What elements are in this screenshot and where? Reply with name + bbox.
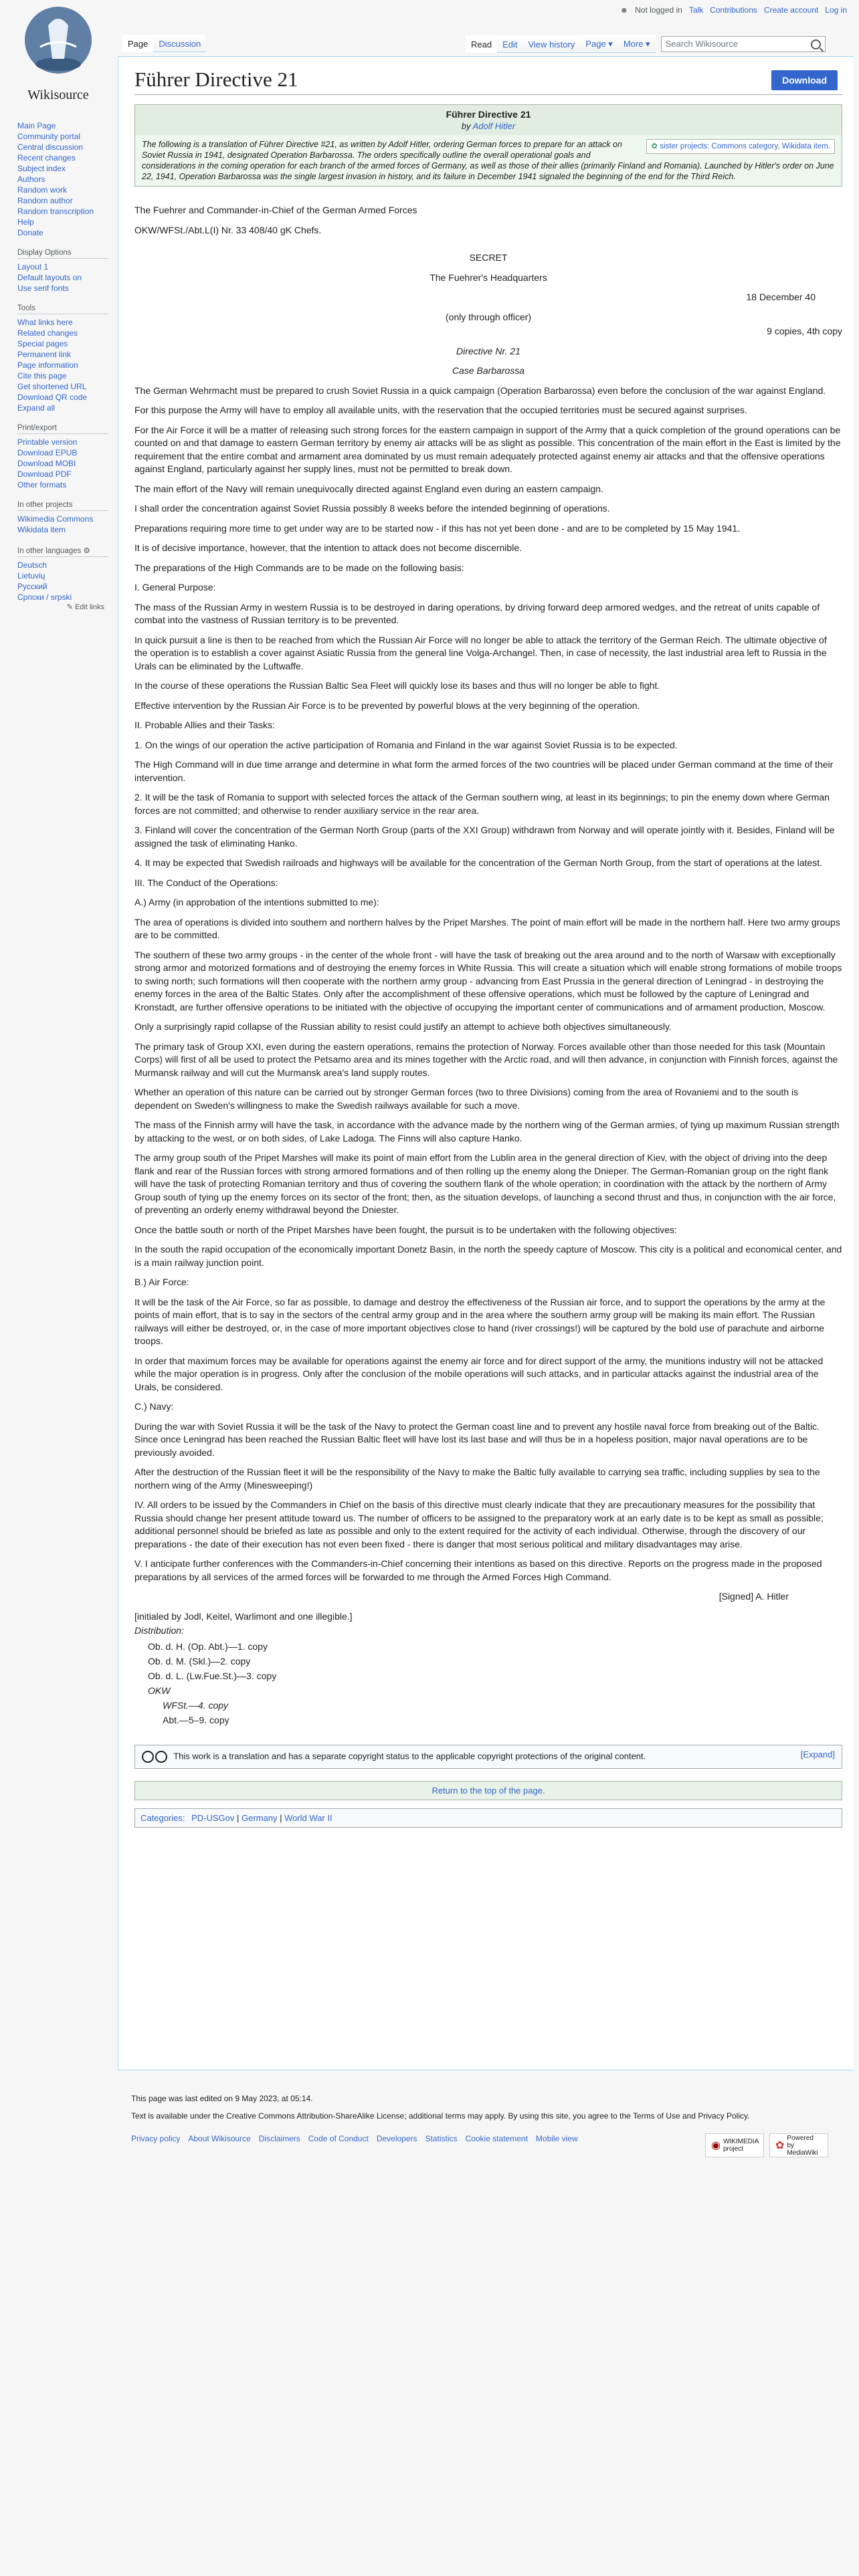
contributions-link[interactable]: Contributions xyxy=(710,5,757,15)
directive-paragraph: After the destruction of the Russian fleet it will be the responsibility of the Navy to make the Baltic fully available to carrying sea traffic, including supplies by sea to the northern wing of the Army (Minesweeping!) xyxy=(134,1467,820,1491)
return-top-bar xyxy=(134,1781,842,1800)
directive-paragraph: B.) Air Force: xyxy=(134,1277,189,1287)
directive-paragraph: The main effort of the Navy will remain unequivocally directed against England even during an eastern campaign. xyxy=(134,483,603,494)
sidebar-item[interactable]: What links here xyxy=(17,318,73,327)
pd-icon xyxy=(155,1751,167,1763)
directive-paragraph: Effective intervention by the Russian Air Force is to be prevented by powerful blows at the very beginning of the operation. xyxy=(134,700,640,711)
directive-paragraph: A.) Army (in approbation of the intentions submitted to me): xyxy=(134,897,379,907)
directive-paragraph: For this purpose the Army will have to employ all available units, with the reservation that the occupied territories must be secured against surprises. xyxy=(134,405,747,415)
okw-heading: OKW xyxy=(148,1685,171,1696)
sidebar-item[interactable]: Authors xyxy=(17,175,45,184)
wikimedia-icon: ◉ xyxy=(711,2140,721,2151)
sidebar-item[interactable]: Download EPUB xyxy=(17,448,78,457)
footer-link[interactable]: Cookie statement xyxy=(465,2134,528,2143)
categories-label[interactable]: Categories: xyxy=(140,1812,185,1823)
sidebar-item[interactable]: Cite this page xyxy=(17,371,67,381)
sidebar-item[interactable]: Recent changes xyxy=(17,153,76,163)
directive-paragraph: Once the battle south or north of the Pripet Marshes have been fought, the pursuit is to be undertaken with the following objectives: xyxy=(134,1224,677,1235)
tab-discussion[interactable]: Discussion xyxy=(153,35,206,52)
header-author-line: by Adolf Hitler xyxy=(135,121,842,135)
directive-paragraph: The German Wehrmacht must be prepared to crush Soviet Russia in a quick campaign (Operation Barbarossa) even before the conclusion of the war against England. xyxy=(134,385,826,396)
author-link[interactable]: Adolf Hitler xyxy=(472,121,516,131)
view-tabs xyxy=(466,35,826,53)
wikisource-logo-icon xyxy=(15,5,102,106)
header-template xyxy=(134,104,842,187)
directive-paragraph: It is of decisive importance, however, that the intention to attack does not become discernible. xyxy=(134,542,522,553)
sidebar-item[interactable]: Русский xyxy=(17,582,47,591)
search-input[interactable] xyxy=(661,36,826,52)
footer-link[interactable]: Code of Conduct xyxy=(308,2134,369,2143)
license-box xyxy=(134,1745,842,1769)
sidebar-item[interactable]: Wikidata item xyxy=(17,525,66,534)
doc-case: Case Barbarossa xyxy=(452,365,525,376)
category-link[interactable]: Germany xyxy=(242,1812,278,1823)
sidebar-item[interactable]: Layout 1 xyxy=(17,262,49,272)
distribution-item: Abt.—5–9. copy xyxy=(163,1714,229,1725)
footer-link[interactable]: Disclaimers xyxy=(258,2134,300,2143)
footer-link[interactable]: Developers xyxy=(376,2134,417,2143)
projects-heading: In other projects xyxy=(17,501,108,511)
sidebar-other-projects xyxy=(17,501,118,535)
sidebar xyxy=(0,120,118,622)
sidebar-item[interactable]: Српски / srpski xyxy=(17,593,72,602)
doc-initialed: [initialed by Jodl, Keitel, Warlimont and one illegible.] xyxy=(134,1610,353,1622)
sidebar-item[interactable]: Help xyxy=(17,217,34,227)
footer-link[interactable]: Mobile view xyxy=(535,2134,578,2143)
directive-paragraph: I. General Purpose: xyxy=(134,582,216,593)
page-title: Führer Directive 21 xyxy=(134,68,842,95)
languages-heading: In other languages ⚙ xyxy=(17,546,108,557)
distribution-item: Ob. d. M. (Skl.)—2. copy xyxy=(148,1655,251,1667)
directive-paragraph: The primary task of Group XXI, even during the eastern operations, remains the protection of Norway. Forces available other than those needed for this task (Mountain Corps) will first of all be used to protect the Petsamo area and its mines together with the Arctic road, and will then advance, in conjunction with Finnish forces, against the Murmansk railway and will cut the Murmansk area's land supply routes. xyxy=(134,1041,838,1078)
personal-tools xyxy=(619,5,847,15)
edit-links[interactable]: ✎ Edit links xyxy=(66,603,104,611)
directive-paragraph: The mass of the Finnish army will have the task, in accordance with the advance made by the northern wing of the German armies, of tying up maximum Russian strength by attacking to the west, or on both sides, of Lake Ladoga. The Finns will also capture Hanko. xyxy=(134,1119,840,1144)
directive-paragraph: It will be the task of the Air Force, so far as possible, to damage and destroy the effectiveness of the Russian air force, and to support the operations by the army at the points of main effort, that is to say in the sectors of the central army group and in the area where the southern army group will be making its main effort. The Russian railways will either be destroyed, or, in the case of more important objectives close to hand (river crossings!) will be captured by the bold use of parachute and airborne troops. xyxy=(134,1296,826,1346)
talk-link[interactable]: Talk xyxy=(688,5,704,15)
distribution-heading: Distribution: xyxy=(134,1625,184,1636)
directive-paragraphs xyxy=(134,385,842,1584)
sidebar-item[interactable]: Use serif fonts xyxy=(17,284,69,293)
expand-link[interactable]: [Expand] xyxy=(800,1749,835,1759)
directive-paragraph: The preparations of the High Commands are to be made on the following basis: xyxy=(134,562,464,573)
footer-link[interactable]: Privacy policy xyxy=(131,2134,181,2143)
sidebar-item[interactable]: Special pages xyxy=(17,339,68,348)
directive-paragraph: Whether an operation of this nature can be carried out by stronger German forces (two to three Divisions) coming from the area of Rovaniemi and to the south is dependent on Sweden's willingness to make the Swedish railways available for such a move. xyxy=(134,1087,799,1111)
sidebar-item[interactable]: Deutsch xyxy=(17,560,47,570)
doc-date: 18 December 40 xyxy=(746,292,816,302)
directive-paragraph: In order that maximum forces may be available for operations against the enemy air force and for direct support of the army, the munitions industry will not be attacked while the major operation is in progress. Only after the conclusion of the mobile operations will such attacks, and in particular attacks against the industrial area of the Urals, be considered. xyxy=(134,1355,824,1392)
directive-paragraph: The High Command will in due time arrange and determine in what form the armed forces of the two countries will be placed under German command at the time of their intervention. xyxy=(134,759,834,783)
wikimedia-badge[interactable]: ◉ WIKIMEDIA project xyxy=(705,2133,764,2157)
cc-icon xyxy=(142,1751,154,1763)
sidebar-item[interactable]: Other formats xyxy=(17,480,67,490)
doc-officer: (only through officer) xyxy=(445,311,532,322)
directive-paragraph: The army group south of the Pripet Marshes will make its point of main effort from the Lublin area in the general direction of Kiev, with the object of driving into the deep flank and rear of the Russian forces with strong armored formations and of then rolling up the enemy along the Dnieper. The German-Romanian group on the right flank will have the task of protecting Romanian territory and thus of covering the southern flank of the whole operation; in coordination with the attack by the northern of Army Group south of tying up the enemy forces on its sector of the front; then, as the situation develops, of launching a second thrust and thus, in conjunction with the air force, of preventing an orderly enemy withdrawal beyond the Dniester. xyxy=(134,1152,836,1215)
directive-paragraph: 3. Finland will cover the concentration of the German North Group (parts of the XXI Group) withdrawn from Norway and will operate jointly with it. Besides, Finland will be assigned the task of eliminating Hanko. xyxy=(134,825,835,849)
directive-paragraph: Preparations requiring more time to get under way are to be started now - if this has not yet been done - and are to be completed by 15 May 1941. xyxy=(134,522,741,534)
sidebar-item[interactable]: Printable version xyxy=(17,437,78,447)
tools-heading: Tools xyxy=(17,304,108,314)
directive-paragraph: 2. It will be the task of Romania to support with selected forces the attack of the German southern wing, at least in its beginnings; to pin the enemy down where German forces are not committed; and otherwise to render auxiliary service in the rear area. xyxy=(134,792,830,816)
sidebar-item[interactable]: Random transcription xyxy=(17,207,94,216)
mediawiki-icon: ✿ xyxy=(775,2140,785,2151)
directive-paragraph: Only a surprisingly rapid collapse of the Russian ability to resist could justify an attempt to achieve both objectives simultaneously. xyxy=(134,1021,672,1032)
directive-paragraph: II. Probable Allies and their Tasks: xyxy=(134,720,275,730)
sidebar-item[interactable]: Wikimedia Commons xyxy=(17,514,94,524)
tab-history[interactable]: View history xyxy=(522,35,580,53)
distribution-item: Ob. d. L. (Lw.Fue.St.)—3. copy xyxy=(148,1670,277,1681)
sidebar-item[interactable]: Download PDF xyxy=(17,469,72,479)
sidebar-item[interactable]: Expand all xyxy=(17,403,56,413)
site-name: Wikisource xyxy=(27,88,89,102)
distribution-item: WFSt.—4. copy xyxy=(163,1699,229,1711)
log-in-link[interactable]: Log in xyxy=(825,5,847,15)
sidebar-item[interactable]: Donate xyxy=(17,228,43,237)
pencil-icon: ✎ xyxy=(66,603,73,611)
doc-from: The Fuehrer and Commander-in-Chief of the German Armed Forces xyxy=(134,205,417,215)
sister-projects-box[interactable]: ✿ sister projects: Commons category, Wikidata item. xyxy=(646,139,835,154)
sidebar-print-export xyxy=(17,424,118,490)
sidebar-item[interactable]: Main Page xyxy=(17,121,56,130)
sidebar-item[interactable]: Download QR code xyxy=(17,393,88,402)
last-edited: This page was last edited on 9 May 2023, at 05:14. xyxy=(131,2094,313,2103)
category-links: Categories: PD-USGov | Germany | World War II xyxy=(134,1808,842,1828)
directive-paragraph: For the Air Force it will be a matter of releasing such strong forces for the eastern campaign in support of the Army that a quick completion of the ground operations can be counted on and that damage to eastern German territory by enemy air attacks will be as slight as possible. This concentration of the main effort in the East is limited by the requirement that the entire combat and armament area dominated by us must remain adequately protected against enemy air attacks and that the offensive operations against England, particularly against her supply lines, must not be permitted to break down. xyxy=(134,424,841,474)
sidebar-item[interactable]: Permanent link xyxy=(17,350,72,359)
search-icon[interactable] xyxy=(811,39,821,49)
directive-paragraph: In quick pursuit a line is then to be reached from which the Russian Air Force will no longer be able to attack the territory of the German Reich. The ultimate objective of the operation is to establish a cover against Asiatic Russia from the general line Volga-Archangel. Then, in case of necessity, the last industrial area left to Russia in the Urals can be eliminated by the Luftwaffe. xyxy=(134,634,827,671)
directive-paragraph: V. I anticipate further conferences with the Commanders-in-Chief concerning their intentions as based on this directive. Reports on the progress made in the proposed preparations by all services of the armed forces will be forwarded to me through the Armed Forces High Command. xyxy=(134,1558,822,1582)
sidebar-navigation xyxy=(17,120,118,238)
license-footer-text: Text is available under the Creative Commons Attribution-ShareAlike License; additional terms may apply. By using this site, you agree to the Terms of Use and Privacy Policy. xyxy=(131,2111,750,2121)
sidebar-item[interactable]: Lietuvių xyxy=(17,571,45,580)
directive-paragraph: C.) Navy: xyxy=(134,1401,174,1412)
directive-paragraph: In the south the rapid occupation of the economically important Donetz Basin, in the north the speedy capture of Moscow. This city is a political and economical center, and is a main railway junction point. xyxy=(134,1244,842,1268)
document-body xyxy=(134,204,842,1727)
tab-page[interactable]: Page xyxy=(122,35,153,52)
mediawiki-badge[interactable]: ✿ Powered by MediaWiki xyxy=(769,2133,828,2157)
doc-secret: SECRET xyxy=(469,252,508,263)
download-button[interactable]: Download xyxy=(771,70,838,90)
more-menu[interactable]: More ▾ xyxy=(618,35,656,53)
sidebar-languages xyxy=(17,546,118,611)
header-title: Führer Directive 21 xyxy=(135,105,842,121)
directive-paragraph: During the war with Soviet Russia it will be the task of the Navy to protect the German coast line and to prevent any hostile naval force from breaking out of the Baltic. Since once Leningrad has been reached the Russian Baltic fleet will have lost its last base and will thus be in a hopeless position, major naval operations are to be previously avoided. xyxy=(134,1420,820,1458)
create-account-link[interactable]: Create account xyxy=(763,5,819,15)
footer-link[interactable]: About Wikisource xyxy=(188,2134,251,2143)
doc-copies: 9 copies, 4th copy xyxy=(767,326,842,336)
license-text: This work is a translation and has a separate copyright status to the applicable copyright protections of the original content. xyxy=(173,1750,646,1761)
directive-paragraph: The mass of the Russian Army in western Russia is to be destroyed in daring operations, by driving forward deep armored wedges, and the retreat of units capable of combat into the vastness of Russian territory is to be prevented. xyxy=(134,601,820,625)
directive-paragraph: I shall order the concentration against Soviet Russia possibly 8 weeks before the intended beginning of operations. xyxy=(134,503,610,514)
return-top-link[interactable]: Return to the top of the page. xyxy=(432,1785,545,1796)
distribution-list xyxy=(148,1639,842,1727)
doc-hq: The Fuehrer's Headquarters xyxy=(430,272,547,283)
sidebar-item[interactable]: Download MOBI xyxy=(17,459,76,468)
sidebar-item[interactable]: Random author xyxy=(17,196,73,205)
directive-paragraph: IV. All orders to be issued by the Commanders in Chief on the basis of this directive must clearly indicate that they are precautionary measures for the possibility that Russia should change her present attitude toward us. The number of officers to be assigned to the preparatory work at an early date is to be kept as small as possible; additional personnel should be briefed as late as possible and only to the extent required for the activity of each individual. Otherwise, through the discovery of our preparations - the date of their execution has not even been fixed - there is danger that most serious political and military disadvantages may arise. xyxy=(134,1499,824,1549)
doc-signed: [Signed] A. Hitler xyxy=(719,1591,789,1602)
directive-paragraph: The area of operations is divided into southern and northern halves by the Pripet Marshes. The point of main effort will be made in the northern half. Here two army groups are to be committed. xyxy=(134,916,840,940)
sidebar-item[interactable]: Community portal xyxy=(17,132,81,141)
sidebar-item[interactable]: Page information xyxy=(17,360,78,370)
main-content xyxy=(118,56,854,2070)
notes-text: The following is a translation of Führer Directive #21, as written by Adolf Hitler, ordering German forces to prepare for an attack on Soviet Russia in 1941, designated Operation Barbarossa. The orders specifically outline the overall operational goals and considerations in the coming operation for each branch of the armed forces of Germany, as well as those of their allies (primarily Finland and Romania). Launched by Hitler's order on June 22, 1941, Operation Barbarossa was the single largest invasion in history, and its failure in December 1941 signaled the beginning of the end for the Third Reich. xyxy=(142,140,834,181)
display-options-heading[interactable]: Display Options xyxy=(17,249,108,259)
settings-gear-icon[interactable]: ⚙ xyxy=(83,547,90,555)
site-logo[interactable] xyxy=(15,5,102,106)
not-logged-in-text: Not logged in xyxy=(635,5,682,15)
doc-directive: Directive Nr. 21 xyxy=(456,345,520,356)
sidebar-item[interactable]: Central discussion xyxy=(17,142,84,152)
doc-ref: OKW/WFSt./Abt.L(I) Nr. 33 408/40 gK Chefs. xyxy=(134,224,322,235)
category-link[interactable]: PD-USGov xyxy=(191,1812,235,1823)
namespace-tabs xyxy=(122,35,206,52)
category-link[interactable]: World War II xyxy=(284,1812,332,1823)
directive-paragraph: 1. On the wings of our operation the active participation of Romania and Finland in the war against Soviet Russia is to be expected. xyxy=(134,739,678,750)
directive-paragraph: In the course of these operations the Russian Baltic Sea Fleet will quickly lose its bases and thus will no longer be able to fight. xyxy=(134,680,660,691)
header-notes xyxy=(135,135,842,186)
sidebar-item[interactable]: Random work xyxy=(17,185,68,195)
tab-read[interactable]: Read xyxy=(466,35,497,53)
distribution-item: Ob. d. H. (Op. Abt.)—1. copy xyxy=(148,1640,268,1652)
sidebar-display-options xyxy=(17,249,118,294)
sidebar-item[interactable]: Subject index xyxy=(17,164,66,173)
page-menu[interactable]: Page ▾ xyxy=(580,35,618,53)
user-icon: ☻ xyxy=(619,5,629,15)
tab-edit[interactable]: Edit xyxy=(497,35,522,53)
print-heading: Print/export xyxy=(17,424,108,434)
search-placeholder: Search Wikisource xyxy=(665,39,738,49)
footer-link[interactable]: Statistics xyxy=(425,2134,458,2143)
sidebar-item[interactable]: Related changes xyxy=(17,328,78,338)
directive-paragraph: The southern of these two army groups - in the center of the whole front - will have the task of breaking out the area around and to the north of Warsaw with exceptionally strong armor and motorized formations and of destroying the enemy forces in White Russia. This will create a situation which will enable strong formations of mobile troops to swing north; such formations will then cooperate with the northern army group - advancing from East Prussia in the general direction of Leningrad - in destroying the enemy forces in the area of the Baltic States. Only after the accomplishment of these offensive operations, which must be followed by the capture of Leningrad and Kronstadt, are further offensive operations to be initiated with the objective of occupying the important center of communications and of armament production, Moscow. xyxy=(134,949,842,1012)
directive-paragraph: III. The Conduct of the Operations: xyxy=(134,877,278,888)
sidebar-item[interactable]: Default layouts on xyxy=(17,273,82,282)
sidebar-item[interactable]: Get shortened URL xyxy=(17,382,87,391)
directive-paragraph: 4. It may be expected that Swedish railroads and highways will be available for the concentration of the German North Group, from the start of operations at the latest. xyxy=(134,857,822,868)
commons-icon: ✿ xyxy=(651,142,658,150)
sidebar-tools xyxy=(17,304,118,413)
